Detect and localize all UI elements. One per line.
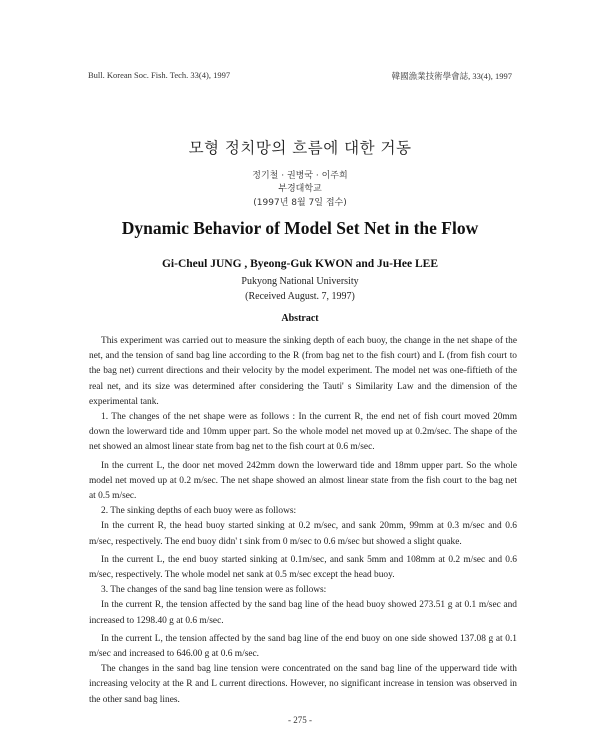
abstract-paragraph: In the current R, the head buoy started sinking at 0.2 m/sec, and sank 20mm, 99mm at 0.3 m/sec and 0.6 m/sec, respectively. The end buoy didn' t sink from 0 m/sec to 0.6 m/sec but showed a slight quake.: [89, 521, 517, 547]
english-received-date: (Received August. 7, 1997): [245, 291, 355, 302]
abstract-paragraph: This experiment was carried out to measure the sinking depth of each buoy, the change in the net shape of the net, and the tension of sand bag line according to the R (from bag net to the fish court) and L (from fish court to the bag net) current directions and their velocity by the model experiment. The model net was one-fiftieth of the real net, and its size was determined after considering the Tauti' s Similarity Law and the dimension of the experimental tank.: [89, 336, 517, 407]
english-authors: Gi-Cheul JUNG , Byeong-Guk KWON and Ju-Hee LEE: [161, 258, 439, 270]
journal-citation-korean: 韓國漁業技術學會誌, 33(4), 1997: [391, 71, 512, 81]
abstract-paragraph: 2. The sinking depths of each buoy were as follows:: [101, 506, 297, 517]
abstract-paragraph: In the current R, the tension affected by the sand bag line of the head buoy showed 273.51 g at 0.1 m/sec and increased to 1298.40 g at 0.6 m/sec.: [89, 600, 517, 626]
abstract-paragraph: The changes in the sand bag line tension were concentrated on the sand bag line of the upperward tide with increasing velocity at the R and L current directions. However, no significant increase in tension was observed in the other sand bag lines.: [89, 664, 517, 705]
abstract-body: [89, 334, 517, 708]
abstract-paragraph: 1. The changes of the net shape were as follows : In the current R, the end net of fish court moved 20mm down the lowerward tide and 10mm upper part. So the whole model net moved up at 0.2m/sec. The shape of the net showed an almost linear state from bag net to the fish court at 0.6 m/sec.: [89, 412, 517, 453]
korean-title: 모형 정치망의 흐름에 대한 거동: [188, 139, 412, 157]
english-title: Dynamic Behavior of Model Set Net in the Flow: [121, 218, 479, 238]
abstract-paragraph: In the current L, the door net moved 242mm down the lowerward tide and 18mm upper part. So the whole model net moved up at 0.2 m/sec. The net shape showed an almost linear state from the fish court to the bag net at 0.5 m/sec.: [89, 460, 517, 502]
abstract-heading: Abstract: [281, 313, 319, 324]
english-affiliation: Pukyong National University: [241, 276, 359, 287]
korean-authors: 정기철 · 권병국 · 이주희: [252, 171, 348, 181]
korean-affiliation: 부경대학교: [278, 184, 322, 194]
journal-citation-english: Bull. Korean Soc. Fish. Tech. 33(4), 1997: [88, 70, 231, 80]
abstract-paragraph: In the current L, the end buoy started sinking at 0.1m/sec, and sank 5mm and 108mm at 0.2 m/sec and 0.6 m/sec, respectively. The whole model net sank at 0.5 m/sec except the head buoy.: [89, 554, 517, 581]
korean-received-date: (1997년 8월 7일 접수): [253, 198, 347, 208]
abstract-paragraph: In the current L, the tension affected by the sand bag line of the end buoy on one side showed 137.08 g at 0.1 m/sec and increased to 646.00 g at 0.6 m/sec.: [89, 633, 517, 660]
abstract-paragraph: 3. The changes of the sand bag line tension were as follows:: [101, 585, 327, 596]
page-number: - 275 -: [288, 715, 312, 725]
